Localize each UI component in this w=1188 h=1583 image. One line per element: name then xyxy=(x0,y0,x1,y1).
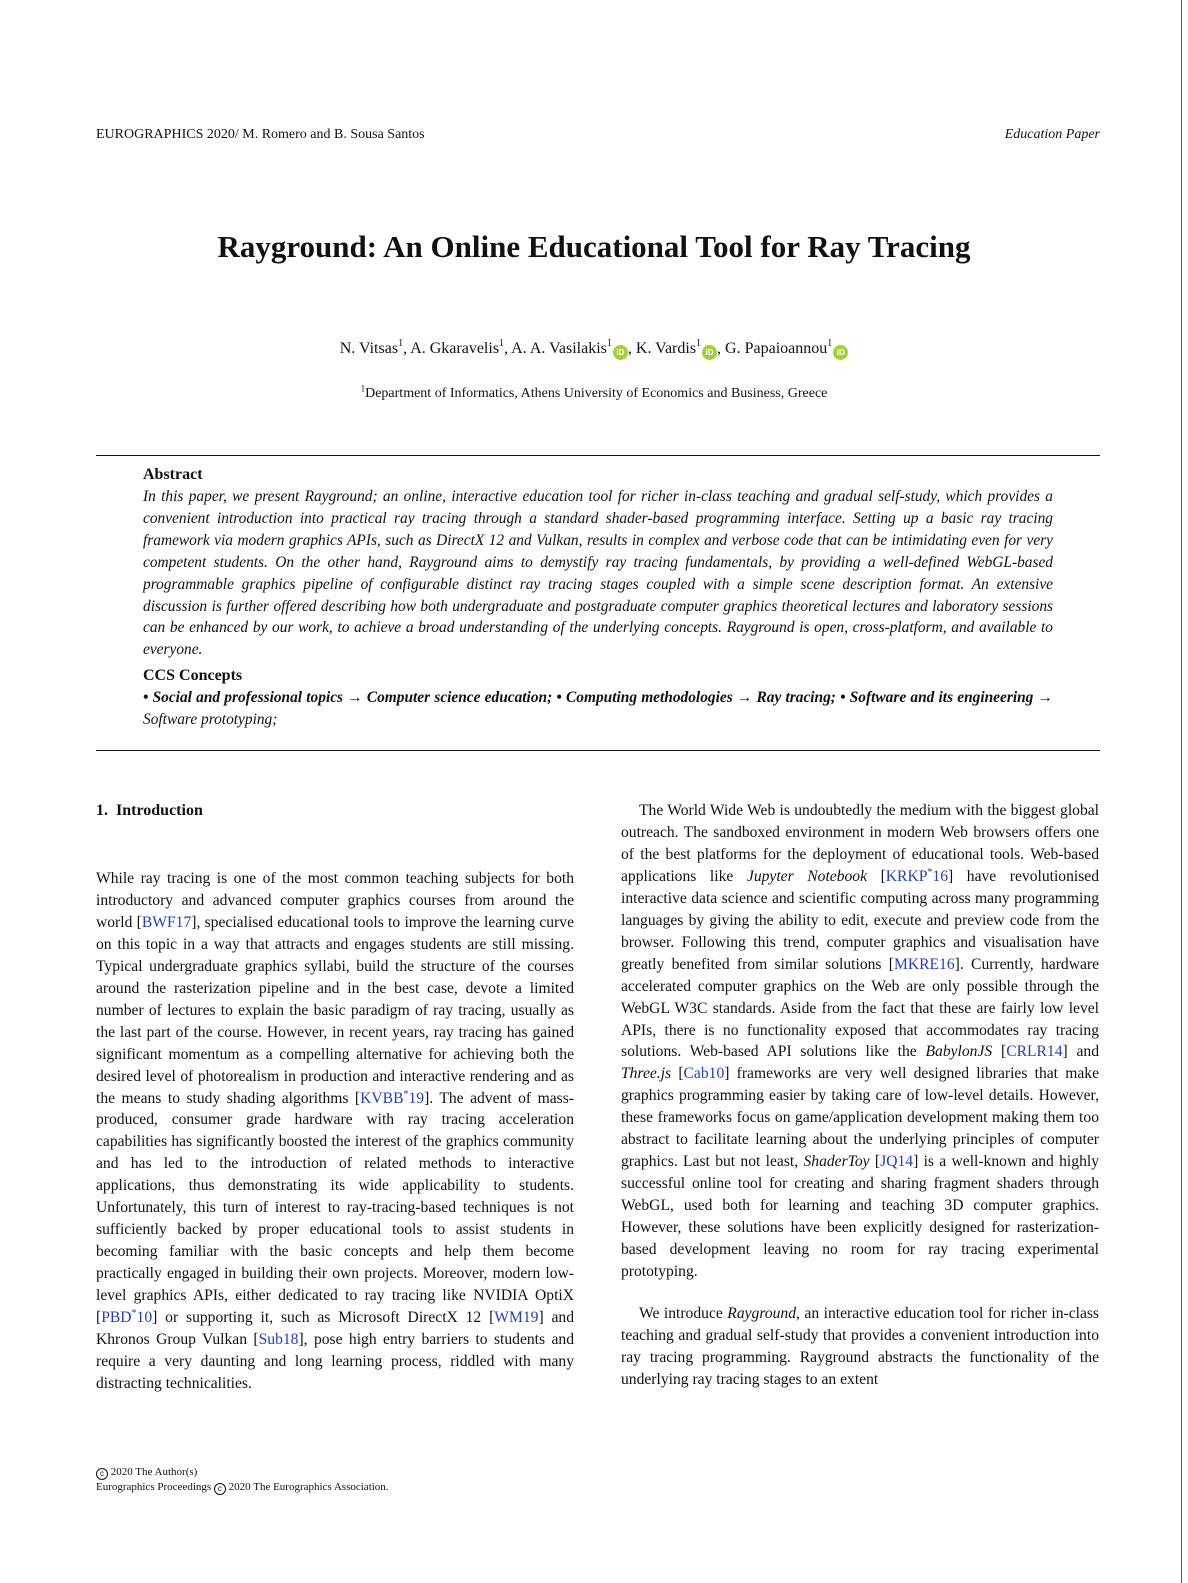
citation-link: Sub18 xyxy=(258,1331,299,1349)
citation-link: PBD xyxy=(101,1309,132,1327)
citation-marker: * xyxy=(927,866,933,878)
citation-link: 10 xyxy=(136,1309,153,1327)
ccs-heading: CCS Concepts xyxy=(143,667,243,685)
body-paragraph xyxy=(621,1303,1099,1391)
footer-line-2 xyxy=(96,1480,389,1495)
footer-line-2-post: 2020 The Eurographics Association. xyxy=(228,1481,389,1493)
emphasis: BabylonJS xyxy=(925,1043,993,1061)
affiliation xyxy=(0,384,1188,404)
footer-line-1 xyxy=(96,1465,389,1480)
paper-title: Rayground: An Online Educational Tool for Ray Tracing xyxy=(217,229,971,264)
author-name: G. Papaioannou xyxy=(725,340,828,357)
citation-marker: * xyxy=(131,1307,137,1319)
footer-line-1-text: 2020 The Author(s) xyxy=(110,1466,198,1478)
ccs-concept: Software prototyping; xyxy=(143,711,278,729)
ccs-bullet: • xyxy=(143,689,153,707)
text-run: ] have revolutionised interactive data science and scientific computing across many programming languages by giving the ability to edit, execute and preview code from the browser. Following this trend, computer graphics and visualisation have greatly benefited from similar solutions [ xyxy=(621,867,1100,973)
running-head-right: Education Paper xyxy=(1004,127,1100,142)
text-run: ]. The advent of mass-produced, consumer grade hardware with ray tracing acceleration capabilities has significantly boosted the interest of the graphics community and has led to the introduction of related methods to interactive applications, thus demonstrating its wide applicability to students. Unfortunately, this turn of interest to ray-tracing-based techniques is not sufficiently backed by proper educational tools to assist students in becoming familiar with the basic concepts and help them become practically engaged in building their own projects. Moreover, modern low-level graphics APIs, either dedicated to ray tracing like NVIDIA OptiX [ xyxy=(96,1089,574,1327)
emphasis: ShaderToy xyxy=(803,1153,870,1171)
text-run: ] and Khronos Group Vulkan [ xyxy=(96,1309,575,1349)
text-run: ] or supporting it, such as Microsoft DirectX 12 [ xyxy=(152,1309,495,1327)
abstract-block xyxy=(143,464,1053,731)
text-run: The World Wide Web is undoubtedly the medium with the biggest global outreach. The sandboxed environment in modern Web browsers offers one of the best platforms for the deployment of educational tools. Web-based applications like xyxy=(621,802,1099,885)
ccs-concept: Computer science education; xyxy=(366,689,553,707)
copyright-icon: c xyxy=(214,1483,226,1495)
copyright-icon: c xyxy=(96,1468,108,1480)
ccs-bullet: • xyxy=(556,689,567,707)
citation-link: KVBB xyxy=(360,1089,404,1107)
citation-link: Cab10 xyxy=(683,1065,725,1083)
section-number: 1. xyxy=(96,802,108,819)
citation-link: WM19 xyxy=(494,1309,539,1327)
body-paragraph xyxy=(96,868,574,1395)
ccs-arrow: → xyxy=(1033,689,1053,707)
citation-link: MKRE16 xyxy=(893,955,955,973)
ccs-category: Social and professional topics xyxy=(152,689,344,707)
citation-link: JQ14 xyxy=(880,1153,914,1171)
text-run: ], pose high entry barriers to students and require a very daunting and long learning process, riddled with many distracting technicalities. xyxy=(96,1331,574,1392)
author-separator: , xyxy=(717,340,726,357)
left-column xyxy=(96,800,574,1395)
ccs-concepts xyxy=(143,665,1053,731)
author-affil-marker: 1 xyxy=(827,337,833,349)
text-run: [ xyxy=(671,1065,684,1083)
author-affil-marker: 1 xyxy=(606,337,612,349)
author-name: A. Gkaravelis xyxy=(410,340,500,357)
text-run: ] frameworks are very well designed libraries that make graphics programming easier by taking care of low-level details. However, these frameworks focus on game/application development making them too abstract to facilitate learning about the underlying principles of computer graphics. Last but not least, xyxy=(621,1065,1099,1171)
affiliation-marker: 1 xyxy=(360,383,366,394)
orcid-icon: iD xyxy=(833,345,848,360)
author-separator: , xyxy=(627,340,636,357)
running-head-left: EUROGRAPHICS 2020/ M. Romero and B. Sousa Santos xyxy=(96,127,425,142)
abstract-text: In this paper, we present Rayground; an online, interactive education tool for richer in-class teaching and gradual self-study, which provides a convenient introduction into practical ray tracing through a standard shader-based programming interface. Setting up a basic ray tracing framework via modern graphics APIs, such as DirectX 12 and Vulkan, results in complex and verbose code that can be intimidating even for very competent students. On the other hand, Rayground aims to demystify ray tracing fundamentals, by providing a well-defined WebGL-based programmable graphics pipeline of configurable distinct ray tracing stages coupled with a simple scene description format. An extensive discussion is further offered describing how both undergraduate and postgraduate computer graphics theoretical lectures and laboratory sessions can be enhanced by our work, to achieve a broad understanding of the underlying concepts. Rayground is open, cross-platform, and available to everyone. xyxy=(143,488,1053,659)
ccs-category: Computing methodologies xyxy=(566,689,733,707)
ccs-bullet: • xyxy=(840,689,850,707)
section-title: Introduction xyxy=(116,802,203,819)
citation-link: 19 xyxy=(408,1089,425,1107)
text-run: , an interactive education tool for richer in-class teaching and gradual self-study that provides a convenient introduction into ray tracing programming. Rayground abstracts the functionality of the underlying ray tracing stages to an extent xyxy=(621,1304,1100,1388)
abstract-bottom-rule xyxy=(96,750,1100,751)
author-affil-marker: 1 xyxy=(696,337,702,349)
affiliation-text: Department of Informatics, Athens University of Economics and Business, Greece xyxy=(365,386,828,401)
author-name: N. Vitsas xyxy=(339,340,399,357)
text-run: [ xyxy=(869,1153,881,1171)
author-affil-marker: 1 xyxy=(499,337,505,349)
text-run: [ xyxy=(867,867,886,885)
author-affil-marker: 1 xyxy=(398,337,404,349)
emphasis: Jupyter Notebook xyxy=(746,867,868,885)
ccs-list xyxy=(143,687,1053,731)
citation-link: BWF17 xyxy=(141,913,192,931)
text-run: ] and xyxy=(1062,1043,1100,1061)
body-paragraph xyxy=(621,800,1099,1283)
author-separator: , xyxy=(504,340,512,357)
orcid-icon: iD xyxy=(702,345,717,360)
emphasis: Rayground xyxy=(727,1304,797,1322)
author-separator: , xyxy=(403,340,411,357)
ccs-arrow: → xyxy=(732,689,757,707)
abstract-heading: Abstract xyxy=(143,466,203,483)
text-run: ], specialised educational tools to improve the learning curve on this topic in a way that attracts and engages students are still missing. Typical undergraduate graphics syllabi, build the structure of the courses around the rasterization pipeline and in the best case, devote a limited number of lectures to explain the basic paradigm of ray tracing, usually as the last part of the course. However, in recent years, ray tracing has gained significant momentum as a compelling alternative for achieving both the desired level of photorealism in production and interactive rendering and as the means to study shading algorithms [ xyxy=(96,913,574,1107)
copyright-footer xyxy=(96,1465,389,1495)
ccs-arrow: → xyxy=(343,689,367,707)
author-name: A. A. Vasilakis xyxy=(511,340,607,357)
citation-marker: * xyxy=(403,1088,409,1100)
section-heading xyxy=(96,800,574,822)
right-column xyxy=(621,800,1099,1391)
citation-link: KRKP xyxy=(885,867,928,885)
orcid-icon: iD xyxy=(613,345,628,360)
text-run: ]. Currently, hardware accelerated computer graphics on the Web are only possible through the WebGL W3C standards. Aside from the fact that these are fairly low level APIs, there is no functionality exposed that accommodates ray tracing solutions. Web-based API solutions like the xyxy=(621,955,1099,1061)
citation-link: 16 xyxy=(932,867,948,885)
text-run: While ray tracing is one of the most common teaching subjects for both introductory and advanced computer graphics courses from around the world [ xyxy=(96,870,574,931)
abstract-top-rule xyxy=(96,455,1100,456)
citation-link: CRLR14 xyxy=(1006,1043,1063,1061)
text-run: [ xyxy=(992,1043,1007,1061)
text-run: We introduce xyxy=(639,1304,728,1322)
ccs-concept: Ray tracing; xyxy=(756,689,836,707)
emphasis: Three.js xyxy=(621,1065,672,1083)
author-name: K. Vardis xyxy=(635,340,697,357)
ccs-category: Software and its engineering xyxy=(849,689,1034,707)
author-list xyxy=(0,338,1188,360)
footer-line-2-pre: Eurographics Proceedings xyxy=(96,1481,212,1493)
text-run: ] is a well-known and highly successful online tool for creating and sharing fragment shaders through WebGL, used both for learning and teaching 3D computer graphics. However, these solutions have been explicitly designed for rasterization-based development leaving no room for ray tracing experimental prototyping. xyxy=(621,1153,1099,1281)
